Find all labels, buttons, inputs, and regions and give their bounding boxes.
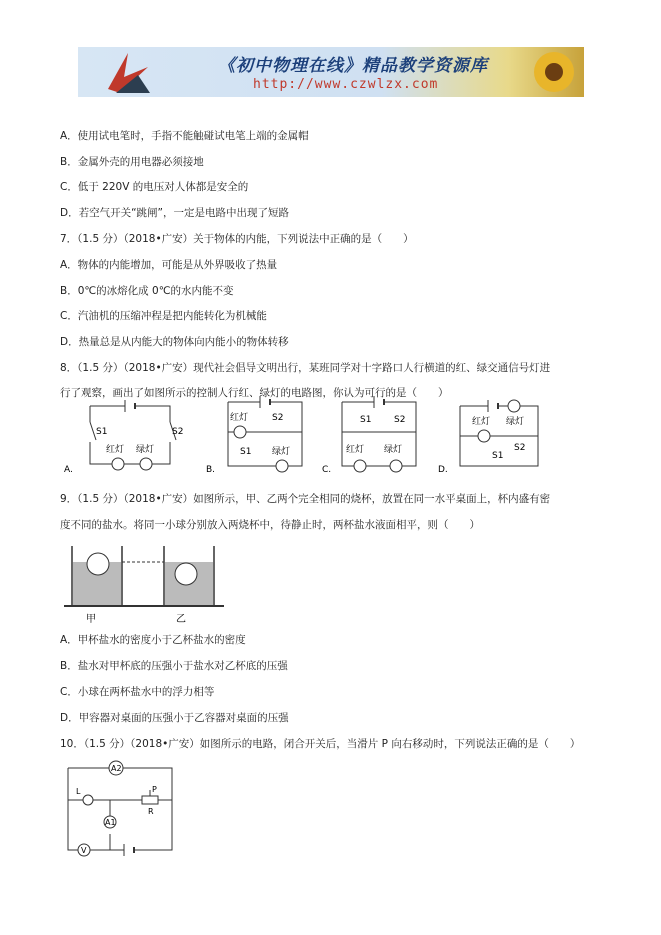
q8-stem-line1: 8．（1.5 分）（2018•广安）现代社会倡导文明出行，某班同学对十字路口人行横道的红、绿交通信号灯进 — [60, 362, 551, 374]
q9-option-c: C．小球在两杯盐水中的浮力相等 — [60, 686, 215, 698]
q9-beaker-figure — [64, 540, 234, 625]
fig8-b-green: 绿灯 — [272, 447, 291, 457]
banner-title: 《初中物理在线》精品教学资源库 — [218, 56, 488, 76]
q7-stem: 7．（1.5 分）（2018•广安）关于物体的内能，下列说法中正确的是（ ） — [60, 233, 414, 245]
q6-option-c: C．低于 220V 的电压对人体都是安全的 — [60, 181, 249, 193]
q9-stem-line1: 9．（1.5 分）（2018•广安）如图所示，甲、乙两个完全相同的烧杯，放置在同一水平桌面上，杯内盛有密 — [60, 493, 551, 505]
q7-option-b: B．0℃的冰熔化成 0℃的水内能不变 — [60, 285, 234, 297]
q7-option-d: D．热量总是从内能大的物体向内能小的物体转移 — [60, 336, 289, 348]
q7-option-c: C．汽油机的压缩冲程是把内能转化为机械能 — [60, 310, 267, 322]
q6-option-d: D．若空气开关“跳闸”，一定是电路中出现了短路 — [60, 207, 289, 219]
q7-option-a: A．物体的内能增加，可能是从外界吸收了热量 — [60, 259, 278, 271]
banner-url: http://www.czwlzx.com — [253, 77, 439, 92]
fig8-a-s1: S1 — [96, 427, 108, 437]
q9-option-a: A．甲杯盐水的密度小于乙杯盐水的密度 — [60, 634, 246, 646]
q10-circuit-figure — [62, 760, 202, 860]
fig8-a-green: 绿灯 — [136, 445, 155, 455]
fig10-v: V — [81, 846, 87, 855]
site-logo-icon — [98, 47, 158, 97]
fig8-c-red: 红灯 — [346, 445, 365, 455]
header-banner — [78, 47, 584, 97]
fig8-label-b: B. — [206, 465, 216, 475]
q8-circuit-figure — [60, 392, 600, 482]
fig10-a2: A2 — [111, 764, 122, 773]
fig10-l: L — [76, 787, 81, 796]
q9-option-d: D．甲容器对桌面的压强小于乙容器对桌面的压强 — [60, 712, 289, 724]
fig9-label-yi: 乙 — [176, 614, 186, 625]
fig8-b-s2: S2 — [272, 413, 284, 423]
fig8-d-s2: S2 — [514, 443, 526, 453]
q6-option-a: A．使用试电笔时，手指不能触碰试电笔上端的金属帽 — [60, 130, 309, 142]
fig8-d-s1: S1 — [492, 451, 504, 461]
q6-option-b: B．金属外壳的用电器必须接地 — [60, 156, 204, 168]
sunflower-icon — [524, 47, 584, 97]
fig8-c-s1: S1 — [360, 415, 372, 425]
q10-stem: 10．（1.5 分）（2018•广安）如图所示的电路，闭合开关后，当滑片 P 向右移动时，下列说法正确的是（ ） — [60, 738, 581, 750]
q9-option-b: B．盐水对甲杯底的压强小于盐水对乙杯底的压强 — [60, 660, 288, 672]
fig8-d-green: 绿灯 — [506, 417, 525, 427]
q9-stem-line2: 度不同的盐水。将同一小球分别放入两烧杯中，待静止时，两杯盐水液面相平，则（ ） — [60, 519, 480, 531]
fig8-label-c: C. — [322, 465, 332, 475]
fig8-label-d: D. — [438, 465, 448, 475]
q8-stem-line2: 行了观察，画出了如图所示的控制人行红、绿灯的电路图，你认为可行的是（ ） — [60, 387, 449, 399]
fig9-label-jia: 甲 — [86, 614, 96, 625]
fig10-a1: A1 — [105, 818, 116, 827]
circuit-b — [228, 396, 302, 472]
fig8-label-a: A. — [64, 465, 73, 475]
fig8-b-s1: S1 — [240, 447, 252, 457]
fig10-p: P — [152, 785, 157, 794]
fig8-c-green: 绿灯 — [384, 445, 403, 455]
circuit-c — [342, 396, 416, 472]
fig8-b-red: 红灯 — [230, 413, 249, 423]
fig8-a-s2: S2 — [172, 427, 184, 437]
fig8-a-red: 红灯 — [106, 445, 125, 455]
fig8-c-s2: S2 — [394, 415, 406, 425]
fig8-d-red: 红灯 — [472, 417, 491, 427]
fig10-r: R — [148, 807, 154, 816]
